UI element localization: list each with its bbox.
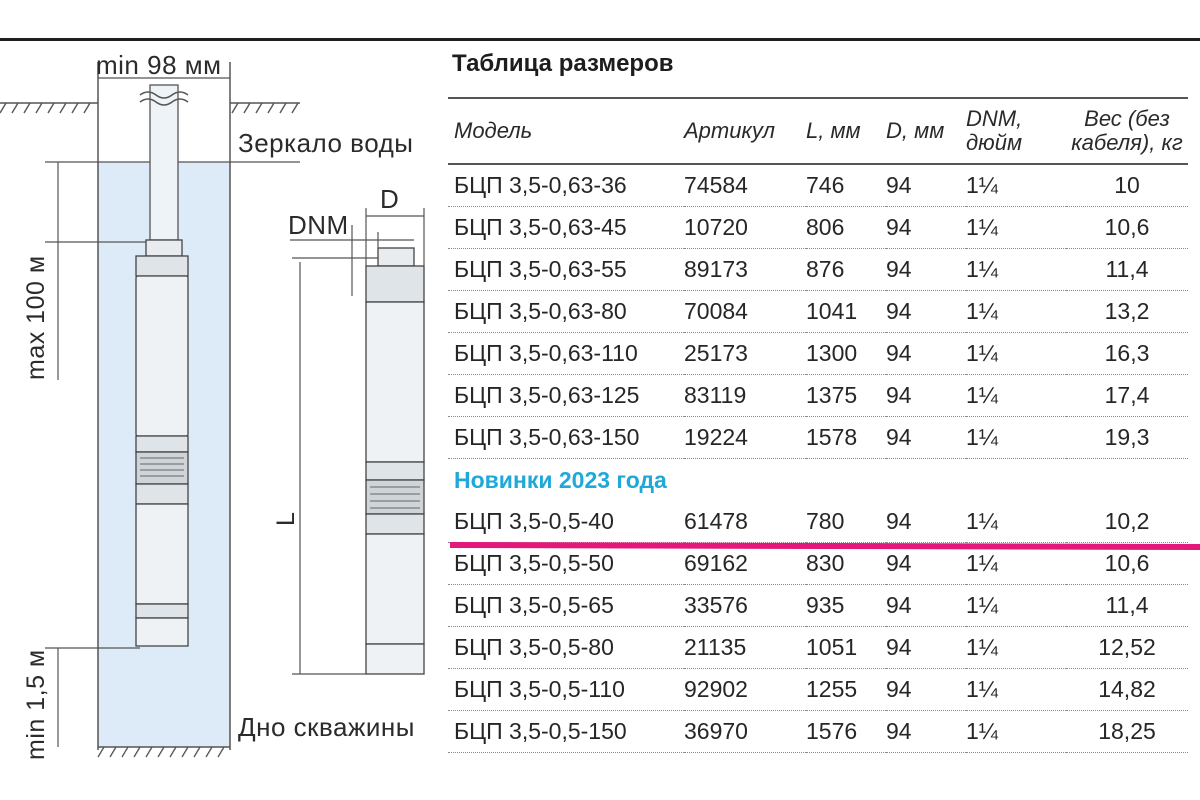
cell-model: БЦП 3,5-0,5-40 xyxy=(448,501,684,543)
cell-model: БЦП 3,5-0,5-150 xyxy=(448,711,684,753)
cell-article: 74584 xyxy=(684,164,806,207)
cell-diameter: 94 xyxy=(886,627,966,669)
cell-length: 1041 xyxy=(806,291,886,333)
header-diameter: D, мм xyxy=(886,118,945,143)
min-bottom-label: min 1,5 м xyxy=(22,649,50,760)
cell-dnm: 1¼ xyxy=(966,669,1066,711)
table-row xyxy=(448,585,1188,627)
diagram-drawing xyxy=(0,0,440,800)
ground-hatch-right xyxy=(230,103,300,113)
cell-length: 1051 xyxy=(806,627,886,669)
cell-dnm: 1¼ xyxy=(966,585,1066,627)
cell-diameter: 94 xyxy=(886,291,966,333)
header-length: L, мм xyxy=(806,118,861,143)
ground-hatch-left xyxy=(0,103,98,113)
header-dnm xyxy=(966,98,1066,164)
min-width-label: min 98 мм xyxy=(96,50,222,80)
cell-weight: 10 xyxy=(1066,164,1188,207)
pump-well-diagram xyxy=(0,0,440,800)
cell-model: БЦП 3,5-0,63-36 xyxy=(448,164,684,207)
header-weight-line1: Вес (без xyxy=(1084,106,1170,131)
cell-weight: 14,82 xyxy=(1066,669,1188,711)
table-row xyxy=(448,291,1188,333)
sizes-table xyxy=(448,97,1188,753)
cell-diameter: 94 xyxy=(886,585,966,627)
cell-model: БЦП 3,5-0,63-45 xyxy=(448,207,684,249)
cell-length: 806 xyxy=(806,207,886,249)
cell-length: 1255 xyxy=(806,669,886,711)
cell-article: 36970 xyxy=(684,711,806,753)
cell-diameter: 94 xyxy=(886,164,966,207)
cell-model: БЦП 3,5-0,5-110 xyxy=(448,669,684,711)
table-row xyxy=(448,164,1188,207)
cell-length: 935 xyxy=(806,585,886,627)
cell-model: БЦП 3,5-0,63-80 xyxy=(448,291,684,333)
cell-length: 1576 xyxy=(806,711,886,753)
cell-diameter: 94 xyxy=(886,207,966,249)
cell-diameter: 94 xyxy=(886,249,966,291)
table-row xyxy=(448,207,1188,249)
cell-weight: 11,4 xyxy=(1066,585,1188,627)
cell-dnm: 1¼ xyxy=(966,164,1066,207)
cell-diameter: 94 xyxy=(886,333,966,375)
cell-length: 876 xyxy=(806,249,886,291)
cell-article: 92902 xyxy=(684,669,806,711)
cell-diameter: 94 xyxy=(886,375,966,417)
cell-model: БЦП 3,5-0,5-80 xyxy=(448,627,684,669)
cell-weight: 19,3 xyxy=(1066,417,1188,459)
well-bottom-label: Дно скважины xyxy=(238,712,415,742)
cell-article: 21135 xyxy=(684,627,806,669)
cell-model: БЦП 3,5-0,5-65 xyxy=(448,585,684,627)
cell-diameter: 94 xyxy=(886,669,966,711)
cell-diameter: 94 xyxy=(886,501,966,543)
cell-model: БЦП 3,5-0,63-110 xyxy=(448,333,684,375)
header-weight xyxy=(1066,98,1188,164)
header-article: Артикул xyxy=(684,118,776,143)
cell-article: 69162 xyxy=(684,543,806,585)
pump-figure-well xyxy=(136,240,188,646)
cell-model: БЦП 3,5-0,63-150 xyxy=(448,417,684,459)
max-depth-label: max 100 м xyxy=(22,255,50,380)
cell-diameter: 94 xyxy=(886,417,966,459)
dnm-dimension-label: DNM xyxy=(288,210,349,240)
table-row xyxy=(448,249,1188,291)
table-row xyxy=(448,711,1188,753)
table-row xyxy=(448,669,1188,711)
cell-article: 10720 xyxy=(684,207,806,249)
table-title: Таблица размеров xyxy=(452,50,674,77)
cell-article: 33576 xyxy=(684,585,806,627)
header-dnm-line1: DNM, xyxy=(966,106,1023,131)
new-section-title: Новинки 2023 года xyxy=(454,466,667,493)
cell-weight: 18,25 xyxy=(1066,711,1188,753)
cell-model: БЦП 3,5-0,63-125 xyxy=(448,375,684,417)
cell-dnm: 1¼ xyxy=(966,711,1066,753)
cell-length: 1375 xyxy=(806,375,886,417)
d-dimension-label: D xyxy=(380,184,400,214)
cell-weight: 12,52 xyxy=(1066,627,1188,669)
cell-length: 746 xyxy=(806,164,886,207)
cell-weight: 11,4 xyxy=(1066,249,1188,291)
cell-weight: 10,6 xyxy=(1066,543,1188,585)
cell-model: БЦП 3,5-0,63-55 xyxy=(448,249,684,291)
cell-article: 89173 xyxy=(684,249,806,291)
cell-dnm: 1¼ xyxy=(966,333,1066,375)
cell-article: 25173 xyxy=(684,333,806,375)
cell-dnm: 1¼ xyxy=(966,207,1066,249)
cell-model: БЦП 3,5-0,5-50 xyxy=(448,543,684,585)
cell-article: 70084 xyxy=(684,291,806,333)
l-dimension-label: L xyxy=(272,511,300,526)
table-row xyxy=(448,333,1188,375)
cell-article: 19224 xyxy=(684,417,806,459)
table-row xyxy=(448,627,1188,669)
cell-dnm: 1¼ xyxy=(966,627,1066,669)
water-level-label: Зеркало воды xyxy=(238,128,414,158)
header-dnm-line2: дюйм xyxy=(966,130,1023,155)
cell-length: 1300 xyxy=(806,333,886,375)
table-header-row xyxy=(448,98,1188,164)
cell-dnm: 1¼ xyxy=(966,375,1066,417)
cell-length: 830 xyxy=(806,543,886,585)
cell-dnm: 1¼ xyxy=(966,249,1066,291)
cell-diameter: 94 xyxy=(886,543,966,585)
new-section-row xyxy=(448,459,1188,502)
cell-weight: 10,6 xyxy=(1066,207,1188,249)
cell-diameter: 94 xyxy=(886,711,966,753)
table-row xyxy=(448,417,1188,459)
cell-weight: 17,4 xyxy=(1066,375,1188,417)
cell-weight: 10,2 xyxy=(1066,501,1188,543)
pump-figure-dimensioned xyxy=(366,248,424,674)
cell-dnm: 1¼ xyxy=(966,501,1066,543)
table-row xyxy=(448,375,1188,417)
table-row xyxy=(448,501,1188,543)
cell-dnm: 1¼ xyxy=(966,417,1066,459)
header-weight-line2: кабеля), кг xyxy=(1071,130,1183,155)
cell-length: 1578 xyxy=(806,417,886,459)
cell-weight: 16,3 xyxy=(1066,333,1188,375)
header-model: Модель xyxy=(454,118,533,143)
cell-dnm: 1¼ xyxy=(966,543,1066,585)
table-body xyxy=(448,164,1188,753)
cell-dnm: 1¼ xyxy=(966,291,1066,333)
cell-article: 83119 xyxy=(684,375,806,417)
cell-weight: 13,2 xyxy=(1066,291,1188,333)
cell-length: 780 xyxy=(806,501,886,543)
cell-article: 61478 xyxy=(684,501,806,543)
